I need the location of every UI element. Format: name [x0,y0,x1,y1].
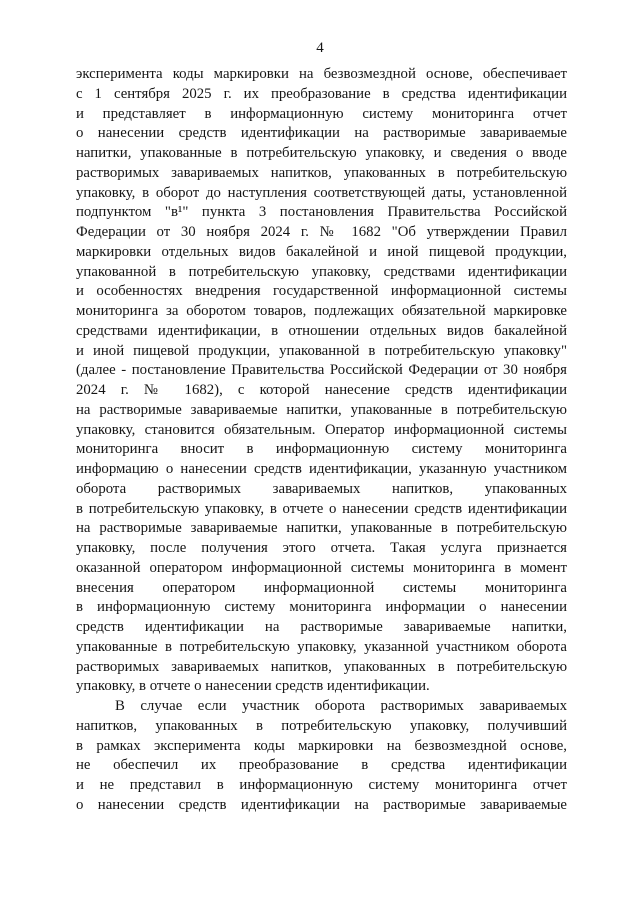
text-line: упакованной в потребительскую упаковку, средствами идентификации [76,263,567,280]
text-line: и особенностях внедрения государственной информационной системы [76,283,567,300]
text-line: упакованные в потребительскую упаковку, указанной участником оборота [76,638,567,655]
text-line: упаковку, после получения этого отчета. Такая услуга признается [76,540,567,556]
text-line: не обеспечил их преобразование в средства идентификации [76,757,567,774]
text-line: и иной пищевой продукции, упакованной в потребительскую упаковку" [76,342,567,359]
text-line: и не представил в информационную систему мониторинга отчет [76,777,567,793]
text-line: растворимых завариваемых напитков, упакованных в потребительскую [76,164,567,181]
text-line: на растворимые завариваемые напитки, упакованные в потребительскую [76,520,567,537]
text-line: в рамках эксперимента коды маркировки на безвозмездной основе, [76,737,567,754]
text-line: средств идентификации на растворимые завариваемые напитки, [76,619,567,635]
text-line: упаковку, становится обязательным. Оператор информационной системы [76,421,567,438]
text-line: 2024 г. № 1682), с которой нанесение средств идентификации [76,382,567,398]
text-line: В случае если участник оборота растворимых завариваемых [115,698,567,714]
text-line: растворимых завариваемых напитков, упакованных в потребительскую [76,658,567,675]
text-line: упаковку, в оборот до наступления соответствующей даты, установленной [76,184,567,201]
text-line: маркировки отдельных видов бакалейной и иной пищевой продукции, [76,243,567,260]
text-line: о нанесении средств идентификации на растворимые завариваемые [76,796,567,813]
text-line: упаковку, в отчете о нанесении средств идентификации. [76,678,430,695]
text-line: на растворимые завариваемые напитки, упакованные в потребительскую [76,401,567,418]
text-line: эксперимента коды маркировки на безвозмездной основе, обеспечивает [76,66,567,82]
text-line: информацию о нанесении средств идентификации, указанную участником [76,461,567,477]
text-line: о нанесении средств идентификации на растворимые завариваемые [76,125,567,142]
text-line: с 1 сентября 2025 г. их преобразование в средства идентификации [76,85,567,102]
text-line: напитки, упакованные в потребительскую упаковку, и сведения о вводе [76,145,567,161]
text-line: и представляет в информационную систему мониторинга отчет [76,105,567,122]
text-line: Федерации от 30 ноября 2024 г. № 1682 "Об утверждении Правил [76,224,567,240]
text-line: в информационную систему мониторинга информации о нанесении [76,599,567,616]
text-line: подпунктом "в¹" пункта 3 постановления Правительства Российской [76,204,567,221]
page-number: 4 [316,40,324,56]
text-line: мониторинга вносит в информационную систему мониторинга [76,441,567,458]
text-line: в потребительскую упаковку, в отчете о нанесении средств идентификации [76,500,567,517]
text-line: напитков, упакованных в потребительскую упаковку, получивший [76,717,567,734]
body-text [76,65,567,816]
paragraph [76,65,567,697]
text-line: мониторинга за оборотом товаров, подлежащих обязательной маркировке [76,303,567,319]
text-line: оборота растворимых завариваемых напитков, упакованных [76,480,567,497]
text-line: (далее - постановление Правительства Российской Федерации от 30 ноября [76,362,567,379]
paragraph [76,697,567,816]
text-line: средствами идентификации, в отношении отдельных видов бакалейной [76,322,567,339]
text-line: оказанной оператором информационной системы мониторинга в момент [76,559,567,576]
text-line: внесения оператором информационной системы мониторинга [76,579,567,596]
